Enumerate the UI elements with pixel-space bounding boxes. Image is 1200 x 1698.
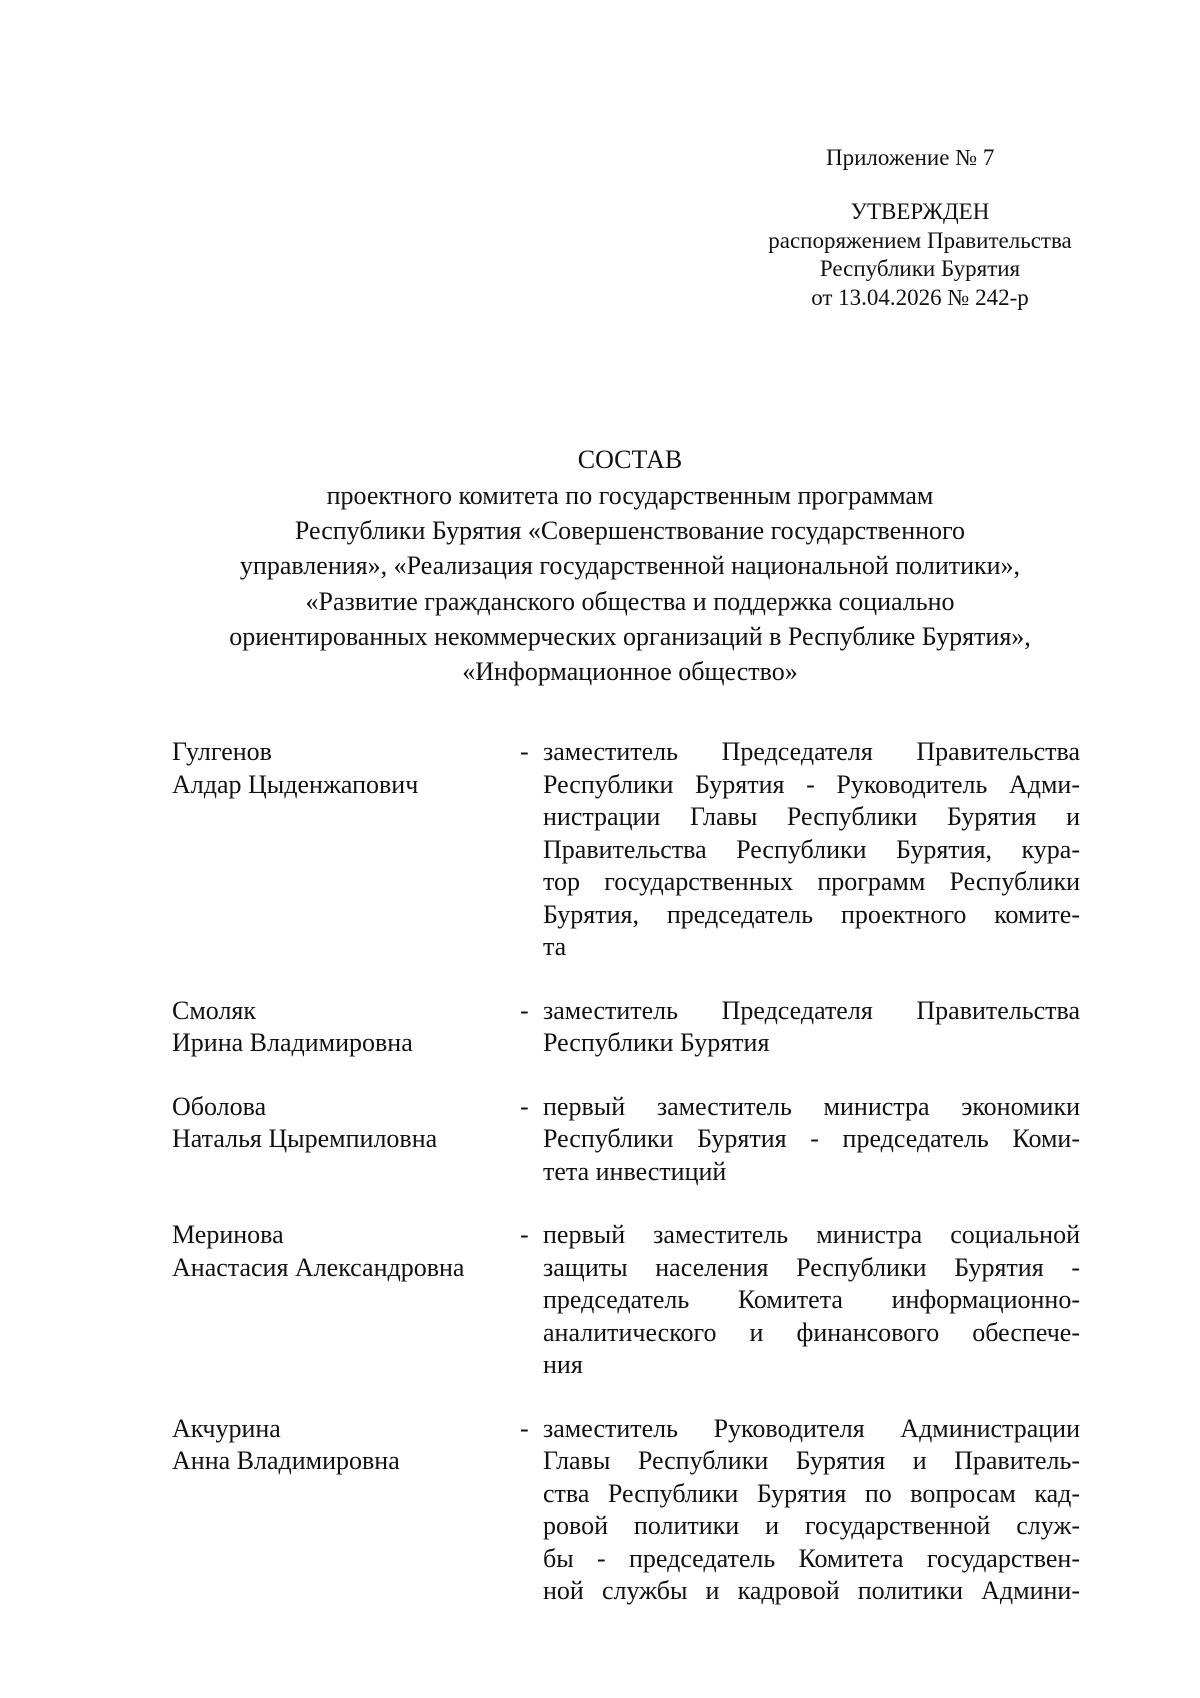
member-dash: - (520, 1413, 529, 1443)
role-line: Республики Бурятия - Руководитель Адми- (543, 769, 1080, 799)
member-entry (172, 1413, 1086, 1608)
approval-date-number: от 13.04.2026 № 242-р (811, 284, 1029, 310)
member-name (172, 995, 520, 1060)
title-subtitle-line: ориентированных некоммерческих организаций в Республике Бурятия», (229, 621, 1031, 651)
approval-line: распоряжением Правительства (768, 227, 1072, 253)
role-line: тета инвестиций (543, 1156, 727, 1186)
approval-line: УТВЕРЖДЕН (850, 199, 990, 224)
member-role (543, 736, 1080, 964)
role-line: первый заместитель министра экономики (543, 1091, 1080, 1121)
member-name (172, 1219, 520, 1284)
member-role (543, 1219, 1080, 1382)
member-given-names: Ирина Владимировна (172, 1028, 413, 1057)
role-line: аналитического и финансового обеспече- (543, 1317, 1080, 1347)
title-subtitle-line: Республики Бурятия «Совершенствование государственного (294, 516, 966, 546)
member-dash: - (520, 1220, 529, 1249)
member-given-names: Наталья Цыремпиловна (172, 1124, 438, 1153)
title-subtitle-line: управления», «Реализация государственной национальной политики», (239, 551, 1021, 581)
title-subtitle-line: проектного комитета по государственным программам (326, 481, 934, 510)
role-line: защиты населения Республики Бурятия - (543, 1252, 1080, 1282)
member-given-names: Анна Владимировна (172, 1446, 400, 1475)
member-dash: - (520, 995, 529, 1025)
member-name (172, 736, 520, 801)
role-line: Республики Бурятия - председатель Коми- (543, 1124, 1080, 1153)
member-surname: Гулгенов (172, 737, 272, 766)
member-given-names: Алдар Цыденжапович (172, 769, 419, 799)
member-role (543, 1091, 1080, 1189)
role-line: заместитель Председателя Правительства (543, 737, 1080, 766)
member-entry (172, 995, 1086, 1060)
title-subtitle-line: «Информационное общество» (462, 657, 798, 687)
member-given-names: Анастасия Александровна (172, 1252, 465, 1282)
document-title (120, 443, 1140, 689)
role-line: председатель Комитета информационно- (543, 1285, 1080, 1314)
title-heading: СОСТАВ (577, 445, 683, 474)
member-dash: - (520, 737, 529, 766)
member-role (543, 995, 1080, 1060)
member-surname: Оболова (172, 1091, 267, 1121)
members-list (172, 736, 1086, 1639)
approval-line: Республики Бурятия (819, 256, 1021, 281)
role-line: заместитель Председателя Правительства (543, 995, 1080, 1025)
member-entry (172, 1219, 1086, 1382)
appendix-label: Приложение № 7 (826, 145, 995, 170)
member-surname: Смоляк (172, 995, 257, 1025)
role-line: Республики Бурятия (543, 1028, 770, 1057)
role-line: Бурятия, председатель проектного комите- (543, 899, 1080, 929)
role-line: тор государственных программ Республики (543, 867, 1080, 896)
role-line: ной службы и кадровой политики Админи- (543, 1576, 1080, 1605)
role-line: бы - председатель Комитета государствен- (543, 1543, 1080, 1573)
member-entry (172, 1091, 1086, 1189)
member-entry (172, 736, 1086, 964)
role-line: ства Республики Бурятия по вопросам кад- (543, 1478, 1080, 1508)
role-line: Правительства Республики Бурятия, кура- (543, 834, 1080, 864)
role-line: первый заместитель министра социальной (543, 1220, 1080, 1249)
member-dash: - (520, 1091, 529, 1121)
role-line: ровой политики и государственной служ- (543, 1511, 1080, 1540)
role-line: заместитель Руководителя Администрации (543, 1413, 1080, 1443)
member-surname: Меринова (172, 1220, 284, 1249)
member-role (543, 1413, 1080, 1608)
role-line: ния (543, 1350, 583, 1379)
member-name (172, 1413, 520, 1478)
role-line: Главы Республики Бурятия и Правитель- (543, 1446, 1080, 1475)
role-line: нистрации Главы Республики Бурятия и (543, 802, 1080, 831)
member-name (172, 1091, 520, 1156)
member-surname: Акчурина (172, 1413, 281, 1443)
role-line: та (543, 932, 567, 961)
approval-stamp (730, 198, 1110, 312)
title-subtitle-line: «Развитие гражданского общества и поддержка социально (305, 586, 955, 616)
